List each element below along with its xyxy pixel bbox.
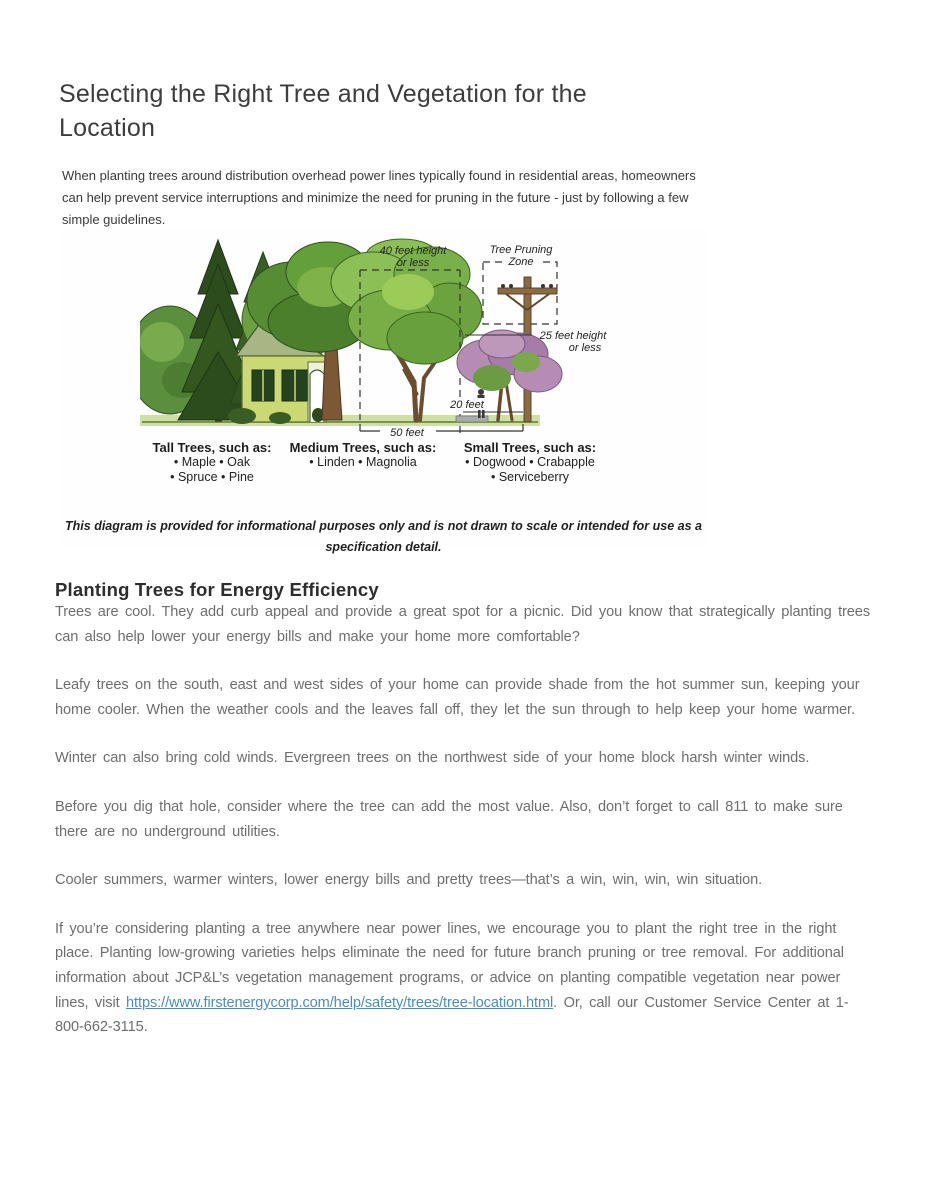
paragraph: Cooler summers, warmer winters, lower energy bills and pretty trees—that’s a win, win, win, win situation. — [55, 872, 763, 889]
closing-text-after: . Or, call our Customer Service Center at 1-800-662-3115. — [55, 994, 849, 1036]
category-line: • Spruce • Pine — [170, 469, 254, 484]
pruning-zone-label-line2: Zone — [508, 256, 534, 268]
category-line: • Maple • Oak — [173, 455, 251, 469]
paragraph: Before you dig that hole, consider where the tree can add the most value. Also, don’t forget to call 811 to make sure there are no underground utilities. — [55, 798, 843, 840]
height40-label-line1: 40 feet height — [379, 245, 447, 257]
pruning-zone-label-line1: Tree Pruning — [489, 244, 553, 256]
category-line: • Dogwood • Crabapple — [465, 455, 595, 469]
height25-label-line1: 25 feet height — [539, 330, 607, 342]
category-heading: Medium Trees, such as: — [289, 440, 437, 455]
diagram-disclaimer: This diagram is provided for informational purposes only and is not drawn to scale or intended for use as a specification detail. — [65, 518, 702, 554]
small-trees-category — [440, 440, 620, 484]
twenty-feet-label: 20 feet — [450, 399, 484, 411]
diagram-illustration — [140, 232, 620, 447]
tree-location-link[interactable]: https://www.firstenergycorp.com/help/safety/trees/tree-location.html — [126, 994, 554, 1011]
paragraph: Leafy trees on the south, east and west sides of your home can provide shade from the hot summer sun, keeping your home cooler. When the weather cools and the leaves fall off, they let the sun through to help keep your home warmer. — [55, 677, 860, 718]
category-line: • Serviceberry — [490, 469, 569, 484]
section-heading: Planting Trees for Energy Efficiency — [55, 579, 379, 601]
article-body — [55, 600, 873, 1064]
medium-trees-category — [273, 440, 453, 470]
fifty-feet-label: 50 feet — [390, 427, 424, 439]
closing-text-before: If you’re considering planting a tree anywhere near power lines, we encourage you to plant the right tree in the right place. Planting low-growing varieties helps eliminate the need for future branch pruning or tree removal. For additional information about JCP&L’s vegetation management programs, or advice on planting compatible vegetation near power lines, visit — [55, 920, 844, 1011]
category-line: • Linden • Magnolia — [309, 455, 417, 469]
intro-paragraph: When planting trees around distribution overhead power lines typically found in residential areas, homeowners can help prevent service interruptions and minimize the need for pruning in the future - just by following a few simple guidelines. — [62, 168, 696, 227]
category-heading: Tall Trees, such as: — [152, 440, 272, 455]
page-title: Selecting the Right Tree and Vegetation for the Location — [59, 79, 587, 142]
paragraph: Winter can also bring cold winds. Evergreen trees on the northwest side of your home block harsh winter winds. — [55, 750, 810, 767]
height25-label-line2: or less — [568, 342, 602, 354]
tree-planting-diagram — [60, 228, 707, 554]
height40-label-line2: or less — [396, 257, 430, 269]
paragraph: Trees are cool. They add curb appeal and provide a great spot for a picnic. Did you know that strategically planting trees can also help lower your energy bills and make your home more comfortable? — [55, 604, 871, 645]
closing-paragraph — [55, 917, 873, 1040]
category-heading: Small Trees, such as: — [463, 440, 597, 455]
